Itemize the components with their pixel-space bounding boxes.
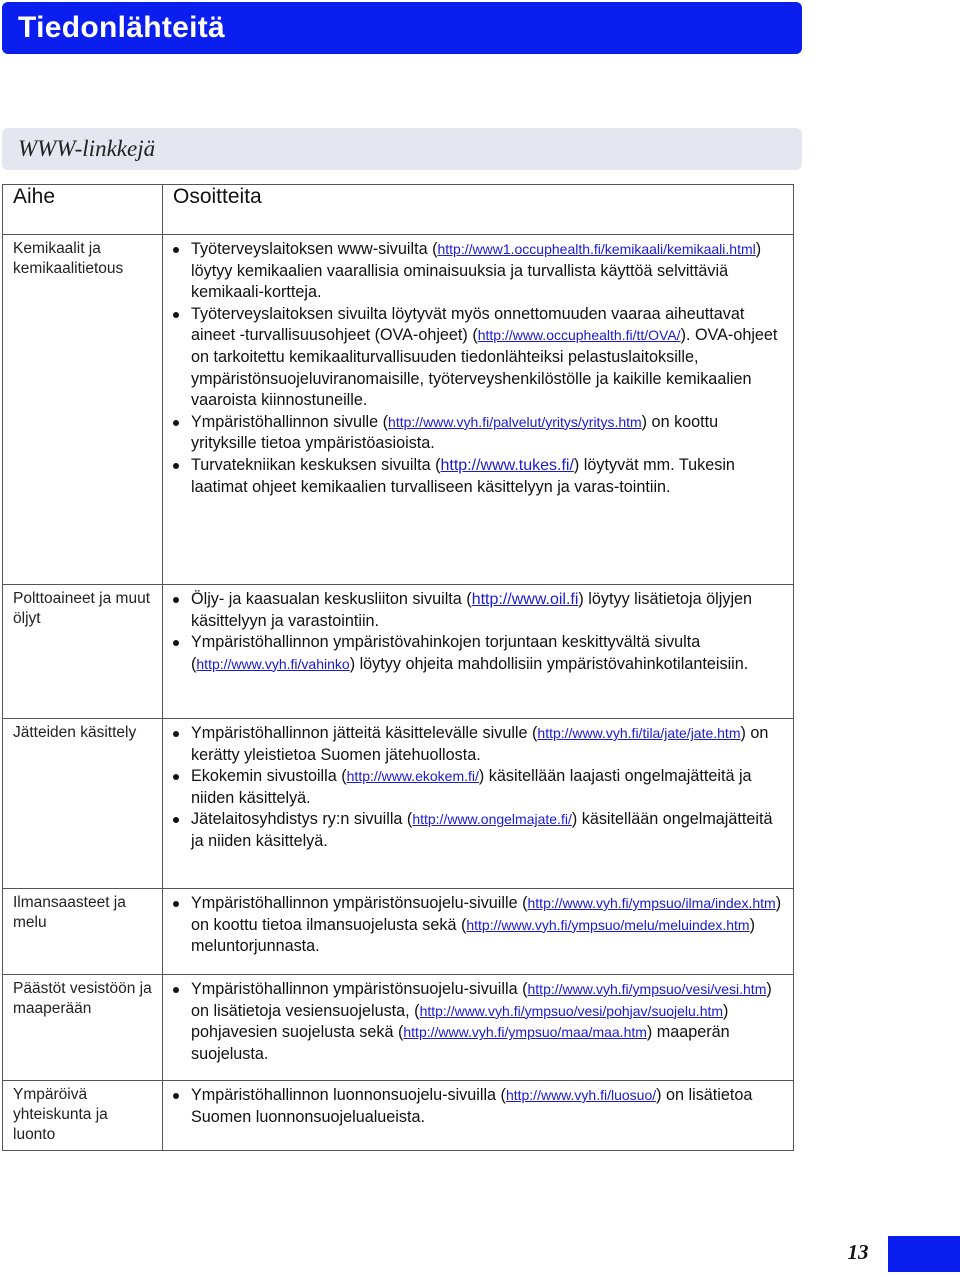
item-text: Ympäristöhallinnon luonnonsuojelu-sivuilla ( xyxy=(191,1086,506,1104)
links-table xyxy=(2,184,794,1151)
table-header-row xyxy=(3,185,794,235)
title-banner xyxy=(2,2,802,54)
item-text: Ympäristöhallinnon ympäristönsuojelu-sivuille ( xyxy=(191,894,528,912)
item-text: ) meluntorjunnasta. xyxy=(191,915,755,956)
bullet-icon xyxy=(173,640,179,646)
web-link[interactable]: http://www1.occuphealth.fi/kemikaali/kemikaali.html xyxy=(437,241,756,257)
bullet-icon xyxy=(173,774,179,780)
column-header-topic: Aihe xyxy=(3,185,163,235)
list-item xyxy=(171,455,783,498)
web-link[interactable]: http://www.occuphealth.fi/tt/OVA/ xyxy=(477,327,681,344)
links-cell xyxy=(163,889,794,975)
list-item xyxy=(171,809,783,852)
table-row xyxy=(3,585,794,719)
item-text: Ympäristöhallinnon ympäristövahinkojen torjuntaan keskittyvältä sivulta ( xyxy=(191,633,701,673)
list-item xyxy=(171,589,783,632)
item-text: Työterveyslaitoksen sivuilta löytyvät myös onnettomuuden vaaraa aiheuttavat aineet -turvallisuusohjeet (OVA-ohjeet) ( xyxy=(191,304,745,345)
item-text: ) löytyy ohjeita mahdollisiin ympäristövahinkotilanteisiin. xyxy=(349,654,749,673)
bullet-icon xyxy=(173,420,179,426)
item-text: ) löytyvät mm. Tukesin laatimat ohjeet kemikaalien turvalliseen käsittelyyn ja varas-tointiin. xyxy=(191,455,735,496)
web-link[interactable]: http://www.vyh.fi/ympsuo/melu/meluindex.htm xyxy=(466,916,750,933)
bullet-icon xyxy=(173,312,179,318)
item-text: ) on lisätietoja vesiensuojelusta, ( xyxy=(191,980,772,1020)
page-tab-marker xyxy=(888,1236,960,1272)
links-cell xyxy=(163,1081,794,1151)
item-text: ) pohjavesien suojelusta sekä ( xyxy=(191,1001,729,1042)
web-link[interactable]: http://www.vyh.fi/ympsuo/vesi/vesi.htm xyxy=(527,981,767,997)
item-text: ) on lisätietoa Suomen luonnonsuojelualueista. xyxy=(191,1086,753,1126)
web-link[interactable]: http://www.vyh.fi/ympsuo/vesi/pohjav/suojelu.htm xyxy=(419,1002,724,1019)
list-item xyxy=(171,979,783,1065)
topic-cell: Ympäröivä yhteiskunta ja luonto xyxy=(3,1081,163,1151)
list-item xyxy=(171,893,783,958)
web-link[interactable]: http://www.vyh.fi/ympsuo/maa/maa.htm xyxy=(403,1024,647,1041)
web-link[interactable]: http://www.vyh.fi/luosuo/ xyxy=(505,1087,657,1103)
item-text: Ympäristöhallinnon sivulle ( xyxy=(191,412,389,431)
bullet-icon xyxy=(173,901,179,907)
links-cell xyxy=(163,235,794,585)
page-title: Tiedonlähteitä xyxy=(18,11,226,44)
bullet-icon xyxy=(173,463,179,469)
topic-cell: Jätteiden käsittely xyxy=(3,719,163,889)
item-text: ) käsitellään laajasti ongelmajätteitä ja niiden käsittelyä. xyxy=(191,767,752,807)
table-row xyxy=(3,1081,794,1151)
list-item xyxy=(171,412,783,455)
web-link[interactable]: http://www.vyh.fi/tila/jate/jate.htm xyxy=(537,725,741,741)
list-item xyxy=(171,1085,783,1128)
bullet-icon xyxy=(173,247,179,253)
topic-cell: Ilmansaasteet ja melu xyxy=(3,889,163,975)
links-cell xyxy=(163,975,794,1081)
web-link[interactable]: http://www.vyh.fi/ympsuo/ilma/index.htm xyxy=(527,895,776,911)
topic-cell: Kemikaalit ja kemikaalitietous xyxy=(3,235,163,585)
list-item xyxy=(171,304,783,412)
item-text: ) käsitellään ongelmajätteitä ja niiden käsittelyä. xyxy=(191,810,773,850)
list-item xyxy=(171,766,783,809)
item-text: Jätelaitosyhdistys ry:n sivuilla ( xyxy=(191,810,413,829)
list-item xyxy=(171,723,783,766)
list-item xyxy=(171,239,783,304)
topic-cell: Päästöt vesistöön ja maaperään xyxy=(3,975,163,1081)
item-text: Ekokemin sivustoilla ( xyxy=(191,767,347,786)
column-header-addresses: Osoitteita xyxy=(163,185,794,235)
bullet-icon xyxy=(173,731,179,737)
web-link[interactable]: http://www.ekokem.fi/ xyxy=(346,768,479,785)
page-number: 13 xyxy=(847,1240,869,1264)
table-row xyxy=(3,235,794,585)
bullet-icon xyxy=(173,1093,179,1099)
item-text: Työterveyslaitoksen www-sivuilta ( xyxy=(191,240,438,258)
web-link[interactable]: http://www.tukes.fi/ xyxy=(440,456,574,474)
bullet-icon xyxy=(173,987,179,993)
bullet-icon xyxy=(173,597,179,603)
web-link[interactable]: http://www.vyh.fi/palvelut/yritys/yritys.htm xyxy=(388,413,642,430)
table-row xyxy=(3,975,794,1081)
item-text: Turvatekniikan keskuksen sivuilta ( xyxy=(191,455,441,474)
item-text: Ympäristöhallinnon ympäristönsuojelu-sivuilla ( xyxy=(191,980,528,998)
links-cell xyxy=(163,719,794,889)
web-link[interactable]: http://www.ongelmajate.fi/ xyxy=(412,811,572,828)
bullet-icon xyxy=(173,817,179,823)
item-text: ) on koottu tietoa ilmansuojelusta sekä ( xyxy=(191,894,782,934)
item-text: Öljy- ja kaasualan keskusliiton sivuilta ( xyxy=(191,590,472,608)
item-text: ) maaperän suojelusta. xyxy=(191,1023,730,1063)
web-link[interactable]: http://www.oil.fi xyxy=(471,591,579,608)
item-text: ). OVA-ohjeet on tarkoitettu kemikaaliturvallisuuden tiedonlähteiksi pelastuslaitoksille, ympäristönsuojeluviranomaisille, työterveyshenkilöstölle ja kaikille kemikaalien vaaroista kiinnostuneille. xyxy=(191,326,778,410)
table-row xyxy=(3,889,794,975)
topic-cell: Polttoaineet ja muut öljyt xyxy=(3,585,163,719)
item-text: ) on kerätty yleistietoa Suomen jätehuollosta. xyxy=(191,724,769,764)
section-heading-bar xyxy=(2,128,802,170)
table-row xyxy=(3,719,794,889)
item-text: ) löytyy kemikaalien vaarallisia ominaisuuksia ja turvallista käyttöä selvittäviä kemikaali-kortteja. xyxy=(191,240,762,302)
item-text: ) löytyy lisätietoja öljyjen käsittelyyn ja varastointiin. xyxy=(191,590,753,630)
section-heading: WWW-linkkejä xyxy=(18,136,156,161)
web-link[interactable]: http://www.vyh.fi/vahinko xyxy=(196,655,350,672)
item-text: Ympäristöhallinnon jätteitä käsittelevälle sivulle ( xyxy=(191,724,538,742)
links-cell xyxy=(163,585,794,719)
item-text: ) on koottu yrityksille tietoa ympäristöasioista. xyxy=(191,412,719,453)
list-item xyxy=(171,632,783,675)
